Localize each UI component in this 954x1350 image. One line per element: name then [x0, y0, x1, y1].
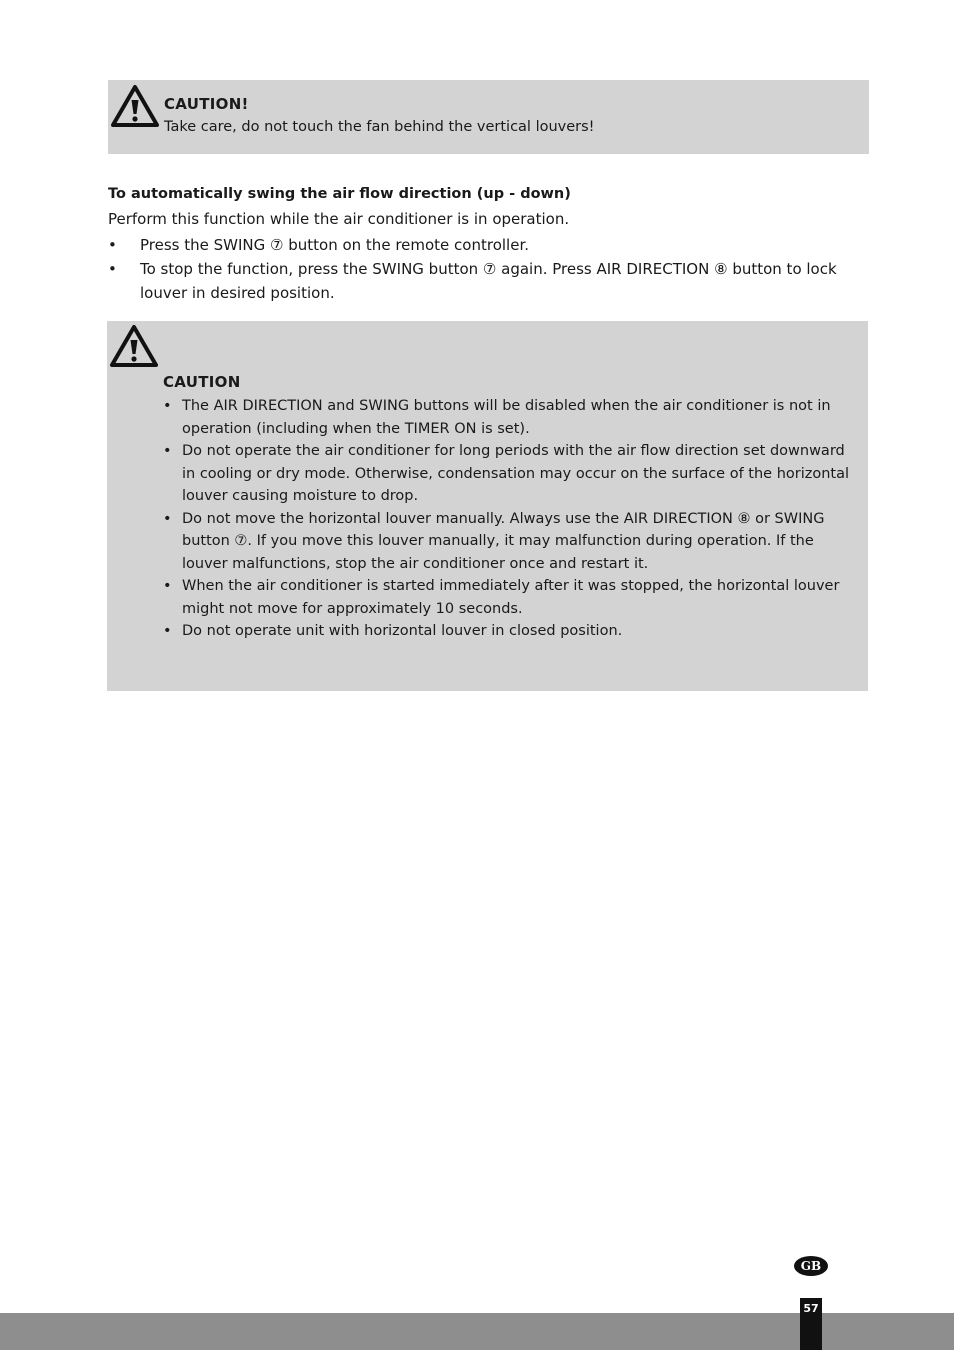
caution-title: CAUTION!: [164, 95, 249, 113]
bullet-dot: •: [163, 510, 172, 527]
section-title: To automatically swing the air flow direction (up - down): [108, 186, 571, 202]
bullet-dot: •: [163, 623, 172, 639]
caution-item-text: Do not operate the air conditioner for long periods with the air flow direction set downward in cooling or dry mode. Otherwise, condensation may occur on the surface of the horizontal louver causing moisture to drop.: [182, 443, 850, 504]
warning-triangle-icon: [110, 324, 158, 368]
list-item: [163, 620, 861, 643]
caution-item-text: When the air conditioner is started immediately after it was stopped, the horizontal louver might not move for approximately 10 seconds.: [182, 578, 840, 617]
bullet-text: Press the SWING ⑦ button on the remote controller.: [140, 236, 529, 254]
caution-item-text: Do not move the horizontal louver manually. Always use the AIR DIRECTION ⑧ or SWING button ⑦. If you move this louver manually, it may malfunction during operation. If the louver malfunctions, stop the air conditioner once and restart it.: [182, 510, 825, 572]
bullet-dot: •: [163, 578, 172, 594]
caution-item-text: Do not operate unit with horizontal louver in closed position.: [182, 623, 623, 639]
list-item: [163, 508, 861, 576]
page-number: 57: [800, 1298, 822, 1350]
list-item: [163, 575, 861, 620]
caution-list: [163, 395, 861, 643]
bullet-text: To stop the function, press the SWING button ⑦ again. Press AIR DIRECTION ⑧ button to lock louver in desired position.: [140, 260, 837, 302]
caution-item-text: The AIR DIRECTION and SWING buttons will be disabled when the air conditioner is not in operation (including when the TIMER ON is set).: [182, 398, 831, 437]
bullet-dot: •: [163, 398, 172, 414]
bullet-dot: •: [108, 236, 117, 254]
caution-text: Take care, do not touch the fan behind the vertical louvers!: [164, 119, 595, 135]
warning-triangle-icon: [111, 84, 159, 128]
bullet-dot: •: [108, 260, 117, 278]
language-badge: GB: [794, 1256, 828, 1276]
caution-title: CAUTION: [163, 373, 241, 391]
list-item: [163, 395, 861, 440]
section-intro: Perform this function while the air conditioner is in operation.: [108, 210, 570, 228]
bullet-dot: •: [163, 443, 172, 459]
list-item: [163, 440, 861, 508]
caution-box-1: [108, 80, 869, 154]
